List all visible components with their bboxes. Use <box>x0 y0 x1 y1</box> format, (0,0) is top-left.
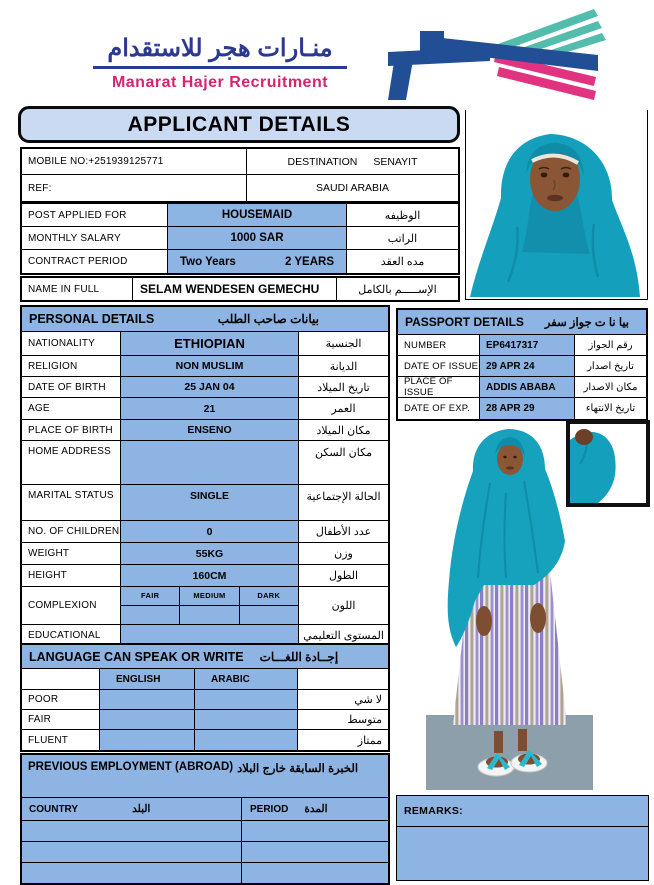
complexion-fair: FAIR <box>121 587 180 606</box>
brand-logo-icon <box>386 4 646 101</box>
marital-status-label: MARITAL STATUS <box>28 490 114 501</box>
nationality-label: NATIONALITY <box>28 338 96 349</box>
age-value: 21 <box>120 398 299 419</box>
country-label: COUNTRY <box>29 803 79 815</box>
dob-value: 25 JAN 04 <box>120 377 299 397</box>
period-cell <box>242 863 388 883</box>
issue-date-arabic: تاريخ اصدار <box>587 360 634 372</box>
contract-period-words: Two Years <box>180 255 236 268</box>
name-label: NAME IN FULL <box>28 283 100 295</box>
employment-header <box>22 755 388 797</box>
weight-arabic: وزن <box>334 548 353 560</box>
pob-arabic: مكان الميلاد <box>316 424 371 437</box>
complexion-options <box>120 587 299 624</box>
brand-name-arabic: منـارات هجر للاستقدام <box>93 34 346 69</box>
table-row <box>22 485 388 521</box>
employment-title-arabic: الخبرة السابقة خارج البلاد <box>237 763 359 775</box>
pob-value: ENSENO <box>120 420 299 440</box>
salary-label: MONTHLY SALARY <box>28 232 121 244</box>
personal-details-table <box>20 305 390 647</box>
brand-logo-text <box>55 34 385 92</box>
table-row <box>22 521 388 543</box>
height-arabic: الطول <box>328 570 359 582</box>
complexion-option-labels <box>121 587 298 606</box>
contract-period-arabic: مده العقد <box>380 256 425 268</box>
children-arabic: عدد الأطفال <box>315 526 372 538</box>
complexion-dark-cell <box>240 606 298 625</box>
educational-value <box>120 625 299 645</box>
age-label: AGE <box>28 403 50 414</box>
thumbnail-photo-image <box>570 424 646 503</box>
language-col-english: ENGLISH <box>99 669 195 689</box>
dob-label: DATE OF BIRTH <box>28 381 106 393</box>
passport-number-label: NUMBER <box>404 339 447 351</box>
employment-empty-row <box>22 841 388 862</box>
remarks-box <box>396 795 649 881</box>
period-arabic: المدة <box>304 803 328 815</box>
home-address-value <box>120 441 299 484</box>
destination <box>247 149 458 174</box>
complexion-tick-cells <box>121 606 298 625</box>
complexion-medium-cell <box>180 606 239 625</box>
table-row <box>22 543 388 565</box>
issue-date-value: 29 APR 24 <box>479 356 575 376</box>
level-fluent-label: FLUENT <box>28 734 69 746</box>
contract-period-value <box>167 250 347 273</box>
passport-title: PASSPORT DETAILS <box>405 315 524 329</box>
complexion-arabic: اللون <box>331 600 356 612</box>
contact-table <box>20 147 460 203</box>
weight-value: 55KG <box>120 543 299 564</box>
table-row <box>22 175 458 201</box>
passport-details-table <box>396 308 648 421</box>
post-applied-label: POST APPLIED FOR <box>28 209 127 221</box>
passport-title-arabic: بيا نا ت جواز سفر <box>544 317 629 329</box>
language-title-arabic: إجــادة اللغـــات <box>259 649 339 664</box>
educational-label: EDUCATIONAL <box>28 629 101 641</box>
expiry-date-label: DATE OF EXP. <box>404 403 470 414</box>
post-applied-arabic: الوظيفه <box>384 209 421 222</box>
salary-value: 1000 SAR <box>167 227 347 249</box>
children-label: NO. OF CHILDREN <box>28 526 120 537</box>
country-cell <box>22 842 242 862</box>
fair-arabic-cell <box>195 710 298 729</box>
religion-label: RELIGION <box>28 360 78 372</box>
table-row <box>22 377 388 398</box>
table-row <box>22 420 388 441</box>
country-column <box>22 798 242 820</box>
table-row <box>22 587 388 625</box>
children-value: 0 <box>120 521 299 542</box>
complexion-dark: DARK <box>240 587 298 606</box>
table-row <box>22 669 388 690</box>
destination-label: DESTINATION <box>287 155 358 168</box>
passport-number-arabic: رقم الجواز <box>588 339 633 351</box>
complexion-label: COMPLEXION <box>28 600 97 611</box>
personal-details-title: PERSONAL DETAILS <box>29 312 155 326</box>
language-corner-cell <box>22 669 99 689</box>
country-arabic: البلد <box>132 803 151 815</box>
ref-label: REF: <box>22 175 247 201</box>
poor-english-cell <box>99 690 195 709</box>
portrait-photo <box>470 132 640 297</box>
post-applied-value: HOUSEMAID <box>167 204 347 226</box>
thumbnail-photo <box>566 420 650 507</box>
level-fair-label: FAIR <box>28 714 52 725</box>
period-cell <box>242 821 388 841</box>
country-cell <box>22 821 242 841</box>
application-table <box>20 202 460 275</box>
language-col-arabic: ARABIC <box>195 669 298 689</box>
nationality-value: ETHIOPIAN <box>120 332 299 355</box>
level-fair-arabic: متوسط <box>347 714 382 726</box>
employment-title: PREVIOUS EMPLOYMENT (ABROAD) <box>28 761 234 773</box>
issue-place-value: ADDIS ABABA <box>479 377 575 397</box>
table-row <box>22 204 458 227</box>
contract-period-label: CONTRACT PERIOD <box>28 256 128 267</box>
marital-status-value: SINGLE <box>120 485 299 520</box>
expiry-date-arabic: تاريخ الانتهاء <box>585 403 636 414</box>
table-row <box>22 565 388 587</box>
height-label: HEIGHT <box>28 570 67 581</box>
period-cell <box>242 842 388 862</box>
form-title-text: APPLICANT DETAILS <box>127 112 351 136</box>
passport-header <box>398 310 646 335</box>
language-header <box>22 645 388 669</box>
table-row <box>22 398 388 420</box>
personal-details-header <box>22 307 388 332</box>
contract-period-years: 2 YEARS <box>284 255 334 268</box>
table-row <box>398 377 646 398</box>
issue-date-label: DATE OF ISSUE <box>404 360 479 372</box>
form-title <box>18 106 460 143</box>
marital-status-arabic: الحالة الإجتماعية <box>306 491 381 503</box>
level-poor-label: POOR <box>28 694 59 705</box>
destination-value: SENAYIT <box>373 155 418 168</box>
table-row <box>22 710 388 730</box>
full-name-value: SELAM WENDESEN GEMECHU <box>132 278 337 300</box>
employment-empty-row <box>22 820 388 841</box>
age-arabic: العمر <box>331 403 356 415</box>
previous-employment-table <box>20 753 390 885</box>
passport-number-value: EP6417317 <box>479 335 575 355</box>
pob-label: PLACE OF BIRTH <box>28 424 113 436</box>
table-row <box>22 356 388 377</box>
table-row <box>22 441 388 485</box>
expiry-date-value: 28 APR 29 <box>479 398 575 419</box>
remarks-label: REMARKS: <box>397 796 648 827</box>
salary-arabic: الراتب <box>387 232 418 245</box>
poor-arabic-cell <box>195 690 298 709</box>
fair-english-cell <box>99 710 195 729</box>
mobile-number: MOBILE NO:+251939125771 <box>22 149 247 174</box>
language-table <box>20 643 390 752</box>
name-table <box>20 276 460 302</box>
name-arabic: الإســـــم بالكامل <box>358 283 437 296</box>
employment-empty-row <box>22 862 388 883</box>
personal-details-title-arabic: بيانات صاحب الطلب <box>217 312 319 326</box>
height-value: 160CM <box>120 565 299 586</box>
table-row <box>22 690 388 710</box>
period-label: PERIOD <box>250 803 289 815</box>
table-row <box>398 356 646 377</box>
table-row <box>22 227 458 250</box>
country-cell <box>22 863 242 883</box>
table-row <box>22 278 458 300</box>
weight-label: WEIGHT <box>28 548 70 559</box>
fluent-english-cell <box>99 730 195 750</box>
period-column <box>242 798 388 820</box>
table-row <box>22 730 388 750</box>
table-row <box>22 250 458 273</box>
issue-place-arabic: مكان الاصدار <box>583 381 638 393</box>
religion-arabic: الديانة <box>329 360 358 373</box>
table-row <box>398 398 646 419</box>
language-title: LANGUAGE CAN SPEAK OR WRITE <box>29 649 244 664</box>
table-row <box>22 332 388 356</box>
complexion-fair-cell <box>121 606 180 625</box>
home-address-arabic: مكان السكن <box>314 447 373 459</box>
nationality-arabic: الجنسية <box>325 338 362 350</box>
brand-name-english: Manarat Hajer Recruitment <box>111 74 329 91</box>
home-address-label: HOME ADDRESS <box>28 446 111 457</box>
educational-arabic: المستوى التعليمي <box>303 629 384 642</box>
destination-country: SAUDI ARABIA <box>316 182 389 194</box>
level-fluent-arabic: ممتاز <box>357 734 382 747</box>
fluent-arabic-cell <box>195 730 298 750</box>
table-row <box>398 335 646 356</box>
religion-value: NON MUSLIM <box>120 356 299 376</box>
issue-place-label: PLACE OF ISSUE <box>404 377 453 397</box>
complexion-medium: MEDIUM <box>180 587 239 606</box>
table-row <box>22 625 388 645</box>
level-poor-arabic: لا شي <box>354 694 382 706</box>
portrait-photo-cell <box>465 110 648 300</box>
language-col-spacer <box>298 669 388 689</box>
dob-arabic: تاريخ الميلاد <box>317 381 370 394</box>
table-row <box>22 149 458 175</box>
employment-columns-row <box>22 797 388 820</box>
